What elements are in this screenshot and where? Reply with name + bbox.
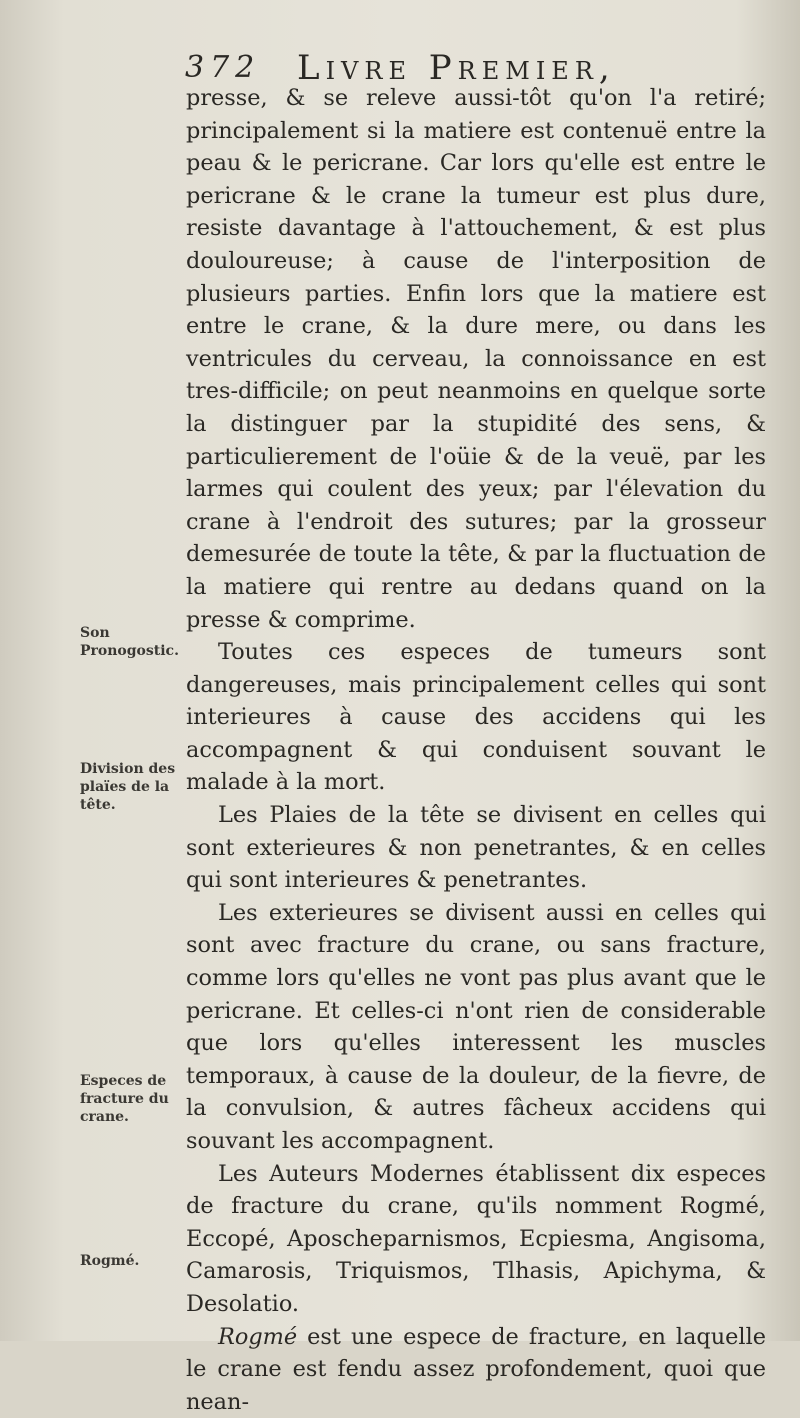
paragraph-continuation: presse, & se releve aussi-tôt qu'on l'a retiré; principalement si la matiere est contenuë entre la peau & le pericrane. Car lors qu'elle est entre le pericrane & le crane la tumeur est plus dure, resiste davantage à l'attouchement, & est plus douloureuse; à cause de l'interposition de plusieurs parties. Enfin lors que la matiere est entre le crane, & la dure mere, ou dans les ventricules du cerveau, la connoissance en est tres-difficile; on peut neanmoins en quelque sorte la distinguer par la stupidité des sens, & particulierement de l'oüie & de la veuë, par les larmes qui coulent des yeux; par l'élevation du crane à l'endroit des sutures; par la grosseur demesurée de toute la tête, & par la fluctuation de la matiere qui rentre au dedans quand on la presse & comprime.: [186, 85, 766, 633]
running-head: Livre Premier,: [297, 48, 616, 88]
page-number: 372: [185, 50, 261, 85]
paragraph-division: Les Plaies de la tête se divisent en celles qui sont exterieures & non penetrantes, & en celles qui sont interieures & penetrantes.: [186, 802, 766, 894]
paragraph-rogme: [186, 1321, 766, 1418]
margin-note-rogme: Rogmé.: [80, 1253, 140, 1269]
margin-note-species: Especes de fracture du crane.: [80, 1073, 169, 1125]
margin-note-division: Division des plaïes de la tête.: [80, 761, 176, 813]
paragraph-rogme-text: est une espece de fracture, en laquelle le crane est fendu assez profondement, quoi que nean-: [186, 1323, 766, 1415]
margin-note-prognostic: Son Pronogostic.: [80, 625, 179, 659]
paragraph-exterior: Les exterieures se divisent aussi en celles qui sont avec fracture du crane, ou sans fracture, comme lors qu'elles ne vont pas plus avant que le pericrane. Et celles-ci n'ont rien de considerable que lors qu'elles interessent les muscles temporaux, à cause de la douleur, de la fievre, de la convulsion, & autres fâcheux accidens qui souvant les accompagnent.: [186, 899, 766, 1154]
paragraph-species: Les Auteurs Modernes établissent dix especes de fracture du crane, qu'ils nomment Rogmé, Eccopé, Aposcheparnismos, Ecpiesma, Angisoma, Camarosis, Triquismos, Tlhasis, Apichyma, & Desolatio.: [186, 1160, 766, 1317]
paragraph-prognostic: Toutes ces especes de tumeurs sont dangereuses, mais principalement celles qui sont interieures à cause des accidens qui les accompagnent & qui conduisent souvant le malade à la mort.: [186, 639, 766, 796]
term-rogme: Rogmé: [218, 1323, 298, 1350]
body-text: [186, 82, 766, 1418]
